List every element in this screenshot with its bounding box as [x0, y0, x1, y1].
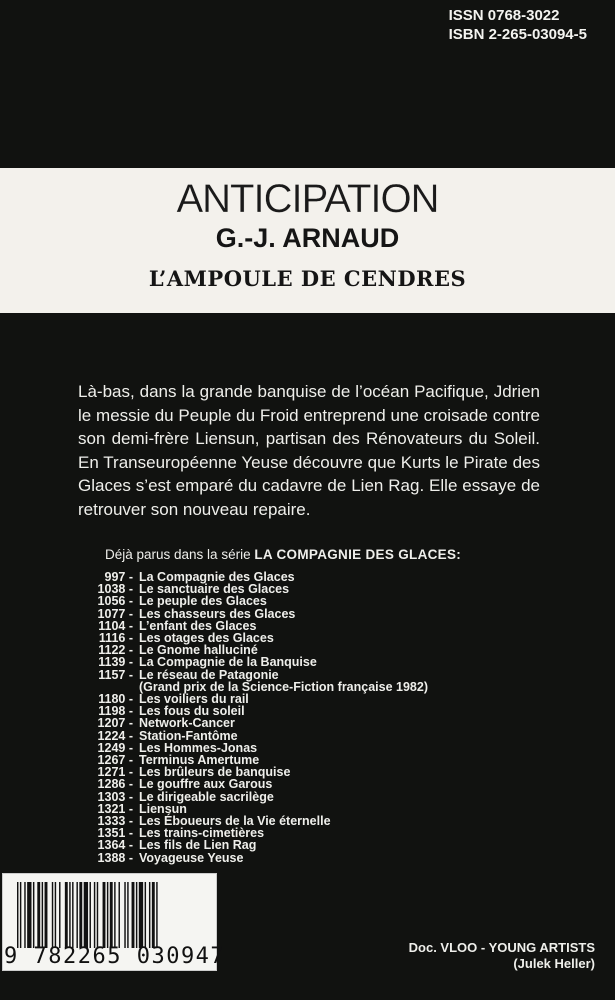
- cover-credit: [409, 940, 595, 972]
- barcode-bars: [17, 882, 203, 948]
- list-item-title: Voyageuse Yeuse: [139, 850, 244, 865]
- barcode-bar: [24, 882, 25, 948]
- list-item-number: 1303 -: [97, 789, 133, 804]
- barcode-bar: [45, 882, 48, 948]
- barcode-bar: [139, 882, 143, 948]
- barcode-bar: [20, 882, 21, 948]
- list-item-title: Le sanctuaire des Glaces: [139, 582, 290, 597]
- barcode-bar: [27, 882, 31, 948]
- list-item-number: 1207 -: [97, 716, 133, 731]
- series-name: ANTICIPATION: [176, 177, 439, 221]
- list-item: [75, 656, 555, 668]
- issn-isbn-block: [449, 6, 587, 44]
- titles-list: [75, 571, 555, 864]
- barcode-bar: [55, 882, 56, 948]
- already-series-name: LA COMPAGNIE DES GLACES:: [254, 547, 462, 562]
- already-published-heading: [105, 547, 461, 562]
- list-item-number: 1224 -: [97, 728, 133, 743]
- list-item: [75, 852, 555, 864]
- list-item-number: 1056 -: [97, 594, 133, 609]
- blurb-text: Là-bas, dans la grande banquise de l’océan Pacifique, Jdrien le messie du Peuple du Froid entreprend une croisade contre son demi-frère Liensun, partisan des Rénovateurs du Soleil. En Transeuropéenne Yeuse découvre que Kurts le Pirate des Glaces s’est emparé du cadavre de Lien Rag. Elle essaye de retrouver son nouveau repaire.: [78, 382, 540, 519]
- list-item-title: La Compagnie des Glaces: [139, 570, 295, 584]
- list-item: [75, 595, 555, 607]
- list-item-number: 1321 -: [97, 801, 133, 816]
- list-item-number: 1271 -: [97, 765, 133, 780]
- list-item-number: 1198 -: [98, 704, 133, 719]
- author-name: G.-J. ARNAUD: [215, 223, 400, 253]
- list-item: [75, 778, 555, 790]
- list-item-number: 1249 -: [97, 740, 133, 755]
- list-item-number: 997 -: [104, 570, 133, 584]
- barcode-bar: [76, 882, 77, 948]
- list-item-title: Les fous du soleil: [139, 704, 245, 719]
- list-item-title: Les Hommes-Jonas: [139, 740, 258, 755]
- list-item-title: La Compagnie de la Banquise: [139, 655, 317, 670]
- credit-line-2: (Julek Heller): [513, 956, 595, 971]
- barcode-number: 9 782265 030947: [4, 944, 226, 969]
- credit-line-1: Doc. VLOO - YOUNG ARTISTS: [408, 940, 595, 955]
- barcode-bar: [124, 882, 125, 948]
- list-item-title: L’enfant des Glaces: [139, 618, 257, 633]
- list-item-number: 1077 -: [97, 606, 133, 621]
- list-item-title: Les chasseurs des Glaces: [139, 606, 296, 621]
- list-item-number: 1122 -: [98, 643, 133, 658]
- barcode-bar: [69, 882, 70, 948]
- barcode-bar: [79, 882, 82, 948]
- list-item-number: 1364 -: [97, 838, 133, 853]
- list-item-title: Terminus Amertume: [139, 753, 260, 768]
- list-item-title: Liensun: [139, 801, 187, 816]
- barcode-bar: [42, 882, 43, 948]
- list-item-number: 1157 -: [98, 667, 133, 682]
- list-item-title: Les otages des Glaces: [139, 631, 274, 646]
- award-note: (Grand prix de la Science-Fiction française 1982): [139, 679, 428, 694]
- list-item-number: 1104 -: [98, 618, 133, 633]
- list-item-number: 1116 -: [98, 631, 133, 646]
- barcode-bar: [84, 882, 88, 948]
- issn-code: ISSN 0768-3022: [448, 7, 560, 24]
- list-item: [75, 839, 555, 851]
- barcode-bar: [65, 882, 68, 948]
- list-item-title: Le gouffre aux Garous: [139, 777, 273, 792]
- barcode-bar: [136, 882, 137, 948]
- list-item-number: 1351 -: [97, 826, 133, 841]
- barcode-bar: [132, 882, 135, 948]
- list-item-number: 1139 -: [98, 655, 133, 670]
- list-item-number: 1286 -: [97, 777, 133, 792]
- barcode-bar: [152, 882, 155, 948]
- list-item-number: 1180 -: [98, 692, 133, 707]
- list-item-title: Le peuple des Glaces: [139, 594, 267, 609]
- list-item-title: Network-Cancer: [139, 716, 235, 731]
- barcode-bar: [156, 882, 157, 948]
- book-title: L’AMPOULE DE CENDRES: [148, 266, 467, 291]
- list-item-number: 1267 -: [97, 753, 133, 768]
- barcode-bar: [107, 882, 108, 948]
- already-intro: Déjà parus dans la série: [105, 547, 251, 562]
- barcode-bar: [127, 882, 128, 948]
- barcode-bar: [149, 882, 150, 948]
- list-item-number: 1333 -: [97, 814, 133, 829]
- list-item-title: Les brûleurs de banquise: [139, 765, 291, 780]
- list-item-title: Station-Fantôme: [139, 728, 238, 743]
- barcode-bar: [114, 882, 115, 948]
- barcode-bar: [33, 882, 34, 948]
- list-item: [75, 730, 555, 742]
- barcode-bar: [17, 882, 18, 948]
- list-item-title: Le dirigeable sacrilège: [139, 789, 274, 804]
- list-item-title: Le réseau de Patagonie: [139, 667, 279, 682]
- barcode-bar: [110, 882, 113, 948]
- list-item-title: Les Éboueurs de la Vie éternelle: [139, 814, 331, 829]
- barcode-bar: [37, 882, 40, 948]
- list-item: [75, 717, 555, 729]
- list-item-number: 1388 -: [97, 850, 133, 865]
- barcode-bar: [97, 882, 98, 948]
- barcode-bar: [94, 882, 95, 948]
- barcode-bar: [72, 882, 73, 948]
- list-item-title: Les voiliers du rail: [139, 692, 249, 707]
- barcode-bar: [90, 882, 91, 948]
- barcode-bar: [119, 882, 120, 948]
- list-item-title: Les trains-cimetières: [139, 826, 265, 841]
- barcode-bar: [103, 882, 106, 948]
- list-item: [75, 608, 555, 620]
- title-band: [0, 168, 615, 313]
- barcode-bar: [52, 882, 53, 948]
- isbn-code: ISBN 2-265-03094-5: [448, 26, 587, 43]
- list-item-title: Le Gnome halluciné: [139, 643, 258, 658]
- list-item-number: 1038 -: [97, 582, 133, 597]
- list-item: [75, 669, 555, 681]
- barcode-bar: [145, 882, 146, 948]
- list-item-title: Les fils de Lien Rag: [139, 838, 257, 853]
- barcode-bar: [59, 882, 60, 948]
